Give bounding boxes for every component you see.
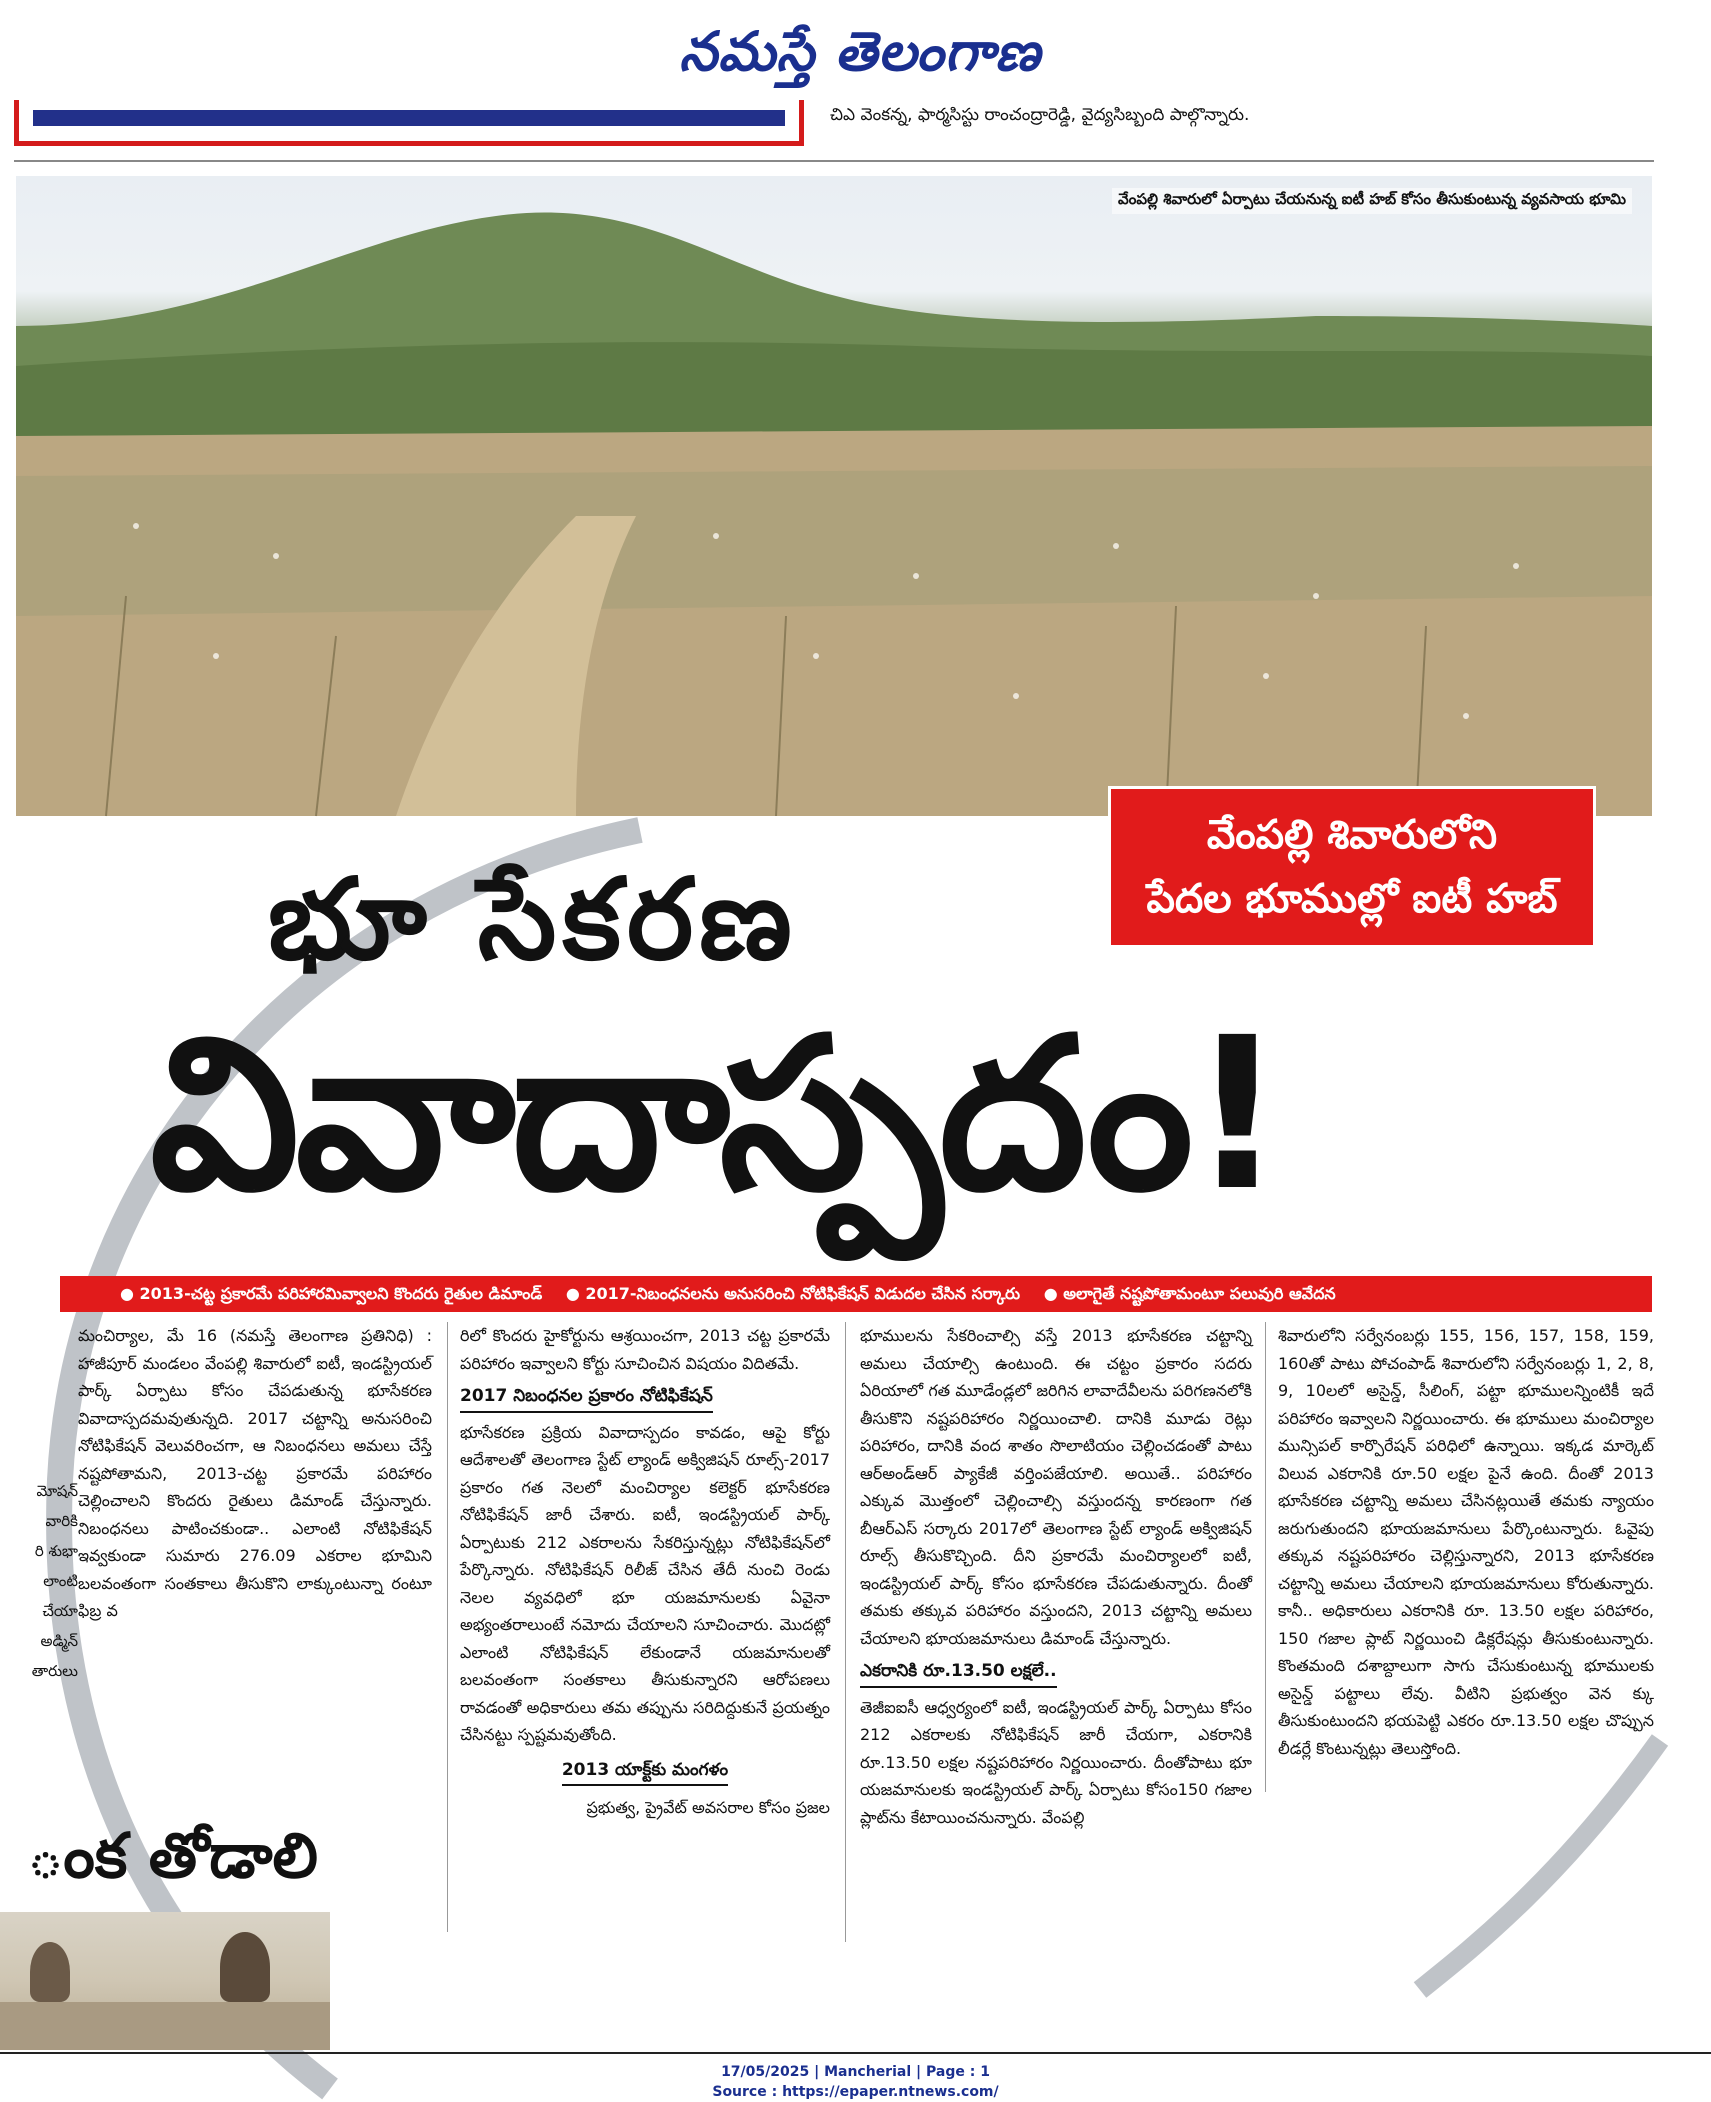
column-rule — [447, 1322, 448, 1932]
page-footer — [0, 2062, 1711, 2102]
article-text: భూములను సేకరించాల్సి వస్తే 2013 భూసేకరణ చట్టాన్ని అమలు చేయాల్సి ఉంటుంది. ఈ చట్టం ప్రకారం సదరు ఏరియాలో గత మూడేండ్లలో జరిగిన లావాదేవీలను పరిగణనలోకి తీసుకొని నష్టపరిహారం నిర్ణయించాలి. దానికి మూడు రెట్లు పరిహారం, దానికి వంద శాతం సొలాటియం చెల్లించడంతో పాటు ఆర్అండ్ఆర్ ప్యాకేజీ వర్తింపజేయాలి. అయితే.. పరిహారం ఎక్కువ మొత్తంలో చెల్లించాల్సి వస్తుందన్న కారణంగా గత బీఆర్ఎస్ సర్కారు 2017లో తెలంగాణ స్టేట్ ల్యాండ్ అక్విజిషన్ రూల్స్ తీసుకొచ్చింది. దీని ప్రకారమే మంచిర్యాలలో ఐటీ, ఇండస్ట్రియల్ పార్క్ కోసం భూసేకరణ చేపడుతున్నారు. దీంతో తమకు తక్కువ పరిహారం వస్తుందని, 2013 చట్టాన్ని అమలు చేయాలని భూయజమానులు డిమాండ్ చేస్తున్నారు. — [860, 1326, 1252, 1648]
headline-line-1: భూ సేకరణ — [268, 855, 798, 985]
headline-line-2: వివాదాస్పదం! — [150, 992, 1282, 1237]
strap-point: ● 2017-నిబంధనలను అనుసరించి నోటిఫికేషన్ విడుదల చేసిన సర్కారు — [566, 1284, 1020, 1303]
article-text: భూసేకరణ ప్రక్రియ వివాదాస్పదం కావడం, ఆపై కోర్టు ఆదేశాలతో తెలంగాణ స్టేట్ ల్యాండ్ అక్విజిషన్ రూల్స్-2017 ప్రకారం గత నెలలో మంచిర్యాల కలెక్టర్ భూసేకరణ నోటిఫికేషన్ జారీ చేశారు. ఐటీ, ఇండస్ట్రియల్ పార్క్ ఏర్పాటుకు 212 ఎకరాలను సేకరిస్తున్నట్లు నోటిఫికేషన్‌లో పేర్కొన్నారు. నోటిఫికేషన్ రిలీజ్ చేసిన తేదీ నుంచి రెండు నెలల వ్యవధిలో భూ యజమానులకు ఏవైనా అభ్యంతరాలుంటే నమోదు చేయాలని సూచించారు. మొదట్లో ఎలాంటి నోటిఫికేషన్ లేకుండానే యజమానులతో బలవంతంగా సంతకాలు తీసుకున్నారని ఆరోపణలు రావడంతో అధికారులు తమ తప్పును సరిదిద్దుకునే ప్రయత్నం చేసినట్టు స్పష్టమవుతోంది. — [460, 1422, 830, 1744]
previous-story-frame — [14, 100, 804, 146]
article-column-4 — [1278, 1322, 1654, 1762]
divider — [14, 160, 1654, 162]
kicker-line-2: పేదల భూముల్లో ఐటీ హబ్ — [1146, 876, 1558, 922]
subheading: ఎకరానికి రూ.13.50 లక్షలే.. — [860, 1658, 1057, 1688]
fragment-text: రి శుభా — [34, 1542, 78, 1560]
footer-edition-line: 17/05/2025 | Mancherial | Page : 1 — [721, 2064, 990, 2080]
page-bottom-rule — [0, 2052, 1711, 2054]
person-figure — [30, 1942, 70, 2002]
adjacent-story-headline: ంక తోడాలి — [27, 1819, 318, 1892]
subheading: 2013 యాక్ట్‌కు మంగళం — [562, 1757, 728, 1787]
article-text: శివారులోని సర్వేనంబర్లు 155, 156, 157, 158, 159, 160తో పాటు పోచంపాడ్ శివారులోని సర్వేనంబర్లు 1, 2, 8, 9, 10లలో అసైన్డ్, సీలింగ్, పట్టా భూములన్నింటికీ ఇదే పరిహారం ఇవ్వాలని నిర్ణయించారు. ఈ భూములు మంచిర్యాల మున్సిపల్ కార్పొరేషన్ పరిధిలో ఉన్నాయి. ఇక్కడ మార్కెట్ విలువ ఎకరానికి రూ.50 లక్షల పైనే ఉంది. దీంతో 2013 భూసేకరణ చట్టాన్ని అమలు చేసినట్లయితే తమకు న్యాయం జరుగుతుందని భూయజమానులు పేర్కొంటున్నారు. ఓవైపు తక్కువ నష్టపరిహారం చెల్లిస్తున్నారని, 2013 భూసేకరణ చట్టాన్ని అమలు చేయాలని భూయజమానులు కోరుతున్నారు. కానీ.. అధికారులు ఎకరానికి రూ. 13.50 లక్షల పరిహారం, 150 గజాల ప్లాట్ నిర్ణయించి డిక్లరేషన్లు తీసుకుంటున్నారు. కొంతమంది దశాబ్దాలుగా సాగు చేసుకుంటున్న భూములకు అసైన్డ్ పట్టాలు లేవు. వీటిని ప్రభుత్వం వెన క్కు తీసుకుంటుందని భయపెట్టి ఎకరం రూ.13.50 లక్షల చొప్పున లీడర్లే కొంటున్నట్లు తెలుస్తోంది. — [1278, 1326, 1654, 1758]
fragment-text: లాంటి — [43, 1572, 78, 1590]
article-text: ప్రభుత్వ, ప్రైవేట్ అవసరాల కోసం ప్రజల — [586, 1798, 830, 1817]
footer-source-link[interactable]: Source : https://epaper.ntnews.com/ — [712, 2084, 999, 2100]
fragment-text: చేయా — [42, 1602, 78, 1620]
article-column-2 — [460, 1322, 830, 1822]
strap-point: ● అలాగైతే నష్టపోతామంటూ పలువురి ఆవేదన — [1044, 1284, 1336, 1303]
fragment-text: తారులు — [31, 1662, 78, 1680]
column-rule — [845, 1322, 846, 1942]
previous-story-bar — [33, 110, 785, 126]
farmland-illustration — [16, 176, 1652, 816]
adjacent-story-photo — [0, 1912, 330, 2050]
article-column-3 — [860, 1322, 1252, 1831]
strap-bar — [60, 1276, 1652, 1312]
adjacent-story-fragments — [0, 1476, 78, 1686]
kicker-line-1: వేంపల్లి శివారులోని — [1206, 812, 1498, 858]
column-rule — [1265, 1322, 1266, 1792]
fragment-text: మోషన్ — [36, 1482, 78, 1500]
person-figure — [220, 1932, 270, 2002]
farmland-photo — [16, 176, 1652, 816]
article-text: తెజీఐఐసీ ఆధ్వర్యంలో ఐటీ, ఇండస్ట్రియల్ పార్క్ ఏర్పాటు కోసం 212 ఎకరాలకు నోటిఫికేషన్ జారీ చేయగా, ఎకరానికి రూ.13.50 లక్షల నష్టపరిహారం నిర్ణయించారు. దీంతోపాటు భూ యజమానులకు ఇండస్ట్రియల్ పార్క్ ఏర్పాటు కోసం150 గజాల ప్లాట్‌ను కేటాయించనున్నారు. వేంపల్లి — [860, 1697, 1252, 1827]
article-column-1 — [78, 1322, 432, 1625]
fragment-text: వారికి — [45, 1512, 78, 1530]
previous-story-text: చిఎ వెంకన్న, ఫార్మసిస్టు రాంచంద్రారెడ్డి, వైద్యసిబ్బంది పాల్గొన్నారు. — [830, 105, 1250, 125]
table-surface — [0, 2002, 330, 2050]
article-text: మంచిర్యాల, మే 16 (నమస్తే తెలంగాణ ప్రతినిధి) : హాజీపూర్ మండలం వేంపల్లి శివారులో ఐటీ, ఇండస్ట్రియల్ పార్క్ ఏర్పాటు కోసం చేపడుతున్న భూసేకరణ వివాదాస్పదమవుతున్నది. 2017 చట్టాన్ని అనుసరించి నోటిఫికేషన్ వెలువరించగా, ఆ నిబంధనలు అమలు చేస్తే నష్టపోతామని, 2013-చట్ట ప్రకారమే పరిహారం చెల్లించాలని కొందరు రైతులు డిమాండ్ చేస్తున్నారు. నిబంధనలు పాటించకుండా.. ఎలాంటి నోటిఫికేషన్ ఇవ్వకుండా సుమారు 276.09 ఎకరాల భూమిని బలవంతంగా సంతకాలు తీసుకొని లాక్కుంటున్నా రంటూ ఫిబ్ర వ — [78, 1326, 432, 1620]
article-text: రిలో కొందరు హైకోర్టును ఆశ్రయించగా, 2013 చట్ట ప్రకారమే పరిహారం ఇవ్వాలని కోర్టు సూచించిన విషయం విదితమే. — [460, 1326, 830, 1373]
subheading: 2017 నిబంధనల ప్రకారం నోటిఫికేషన్ — [460, 1383, 713, 1413]
masthead-logo: నమస్తే తెలంగాణ — [679, 19, 1041, 83]
fragment-text: అడ్మిన్ — [40, 1632, 78, 1650]
photo-caption: వేంపల్లి శివారులో ఏర్పాటు చేయనున్న ఐటీ హబ్ కోసం తీసుకుంటున్న వ్యవసాయ భూమి — [1112, 188, 1632, 214]
kicker-box — [1108, 786, 1596, 948]
strap-point: ● 2013-చట్ట ప్రకారమే పరిహారమివ్వాలని కొందరు రైతుల డిమాండ్ — [120, 1284, 542, 1303]
